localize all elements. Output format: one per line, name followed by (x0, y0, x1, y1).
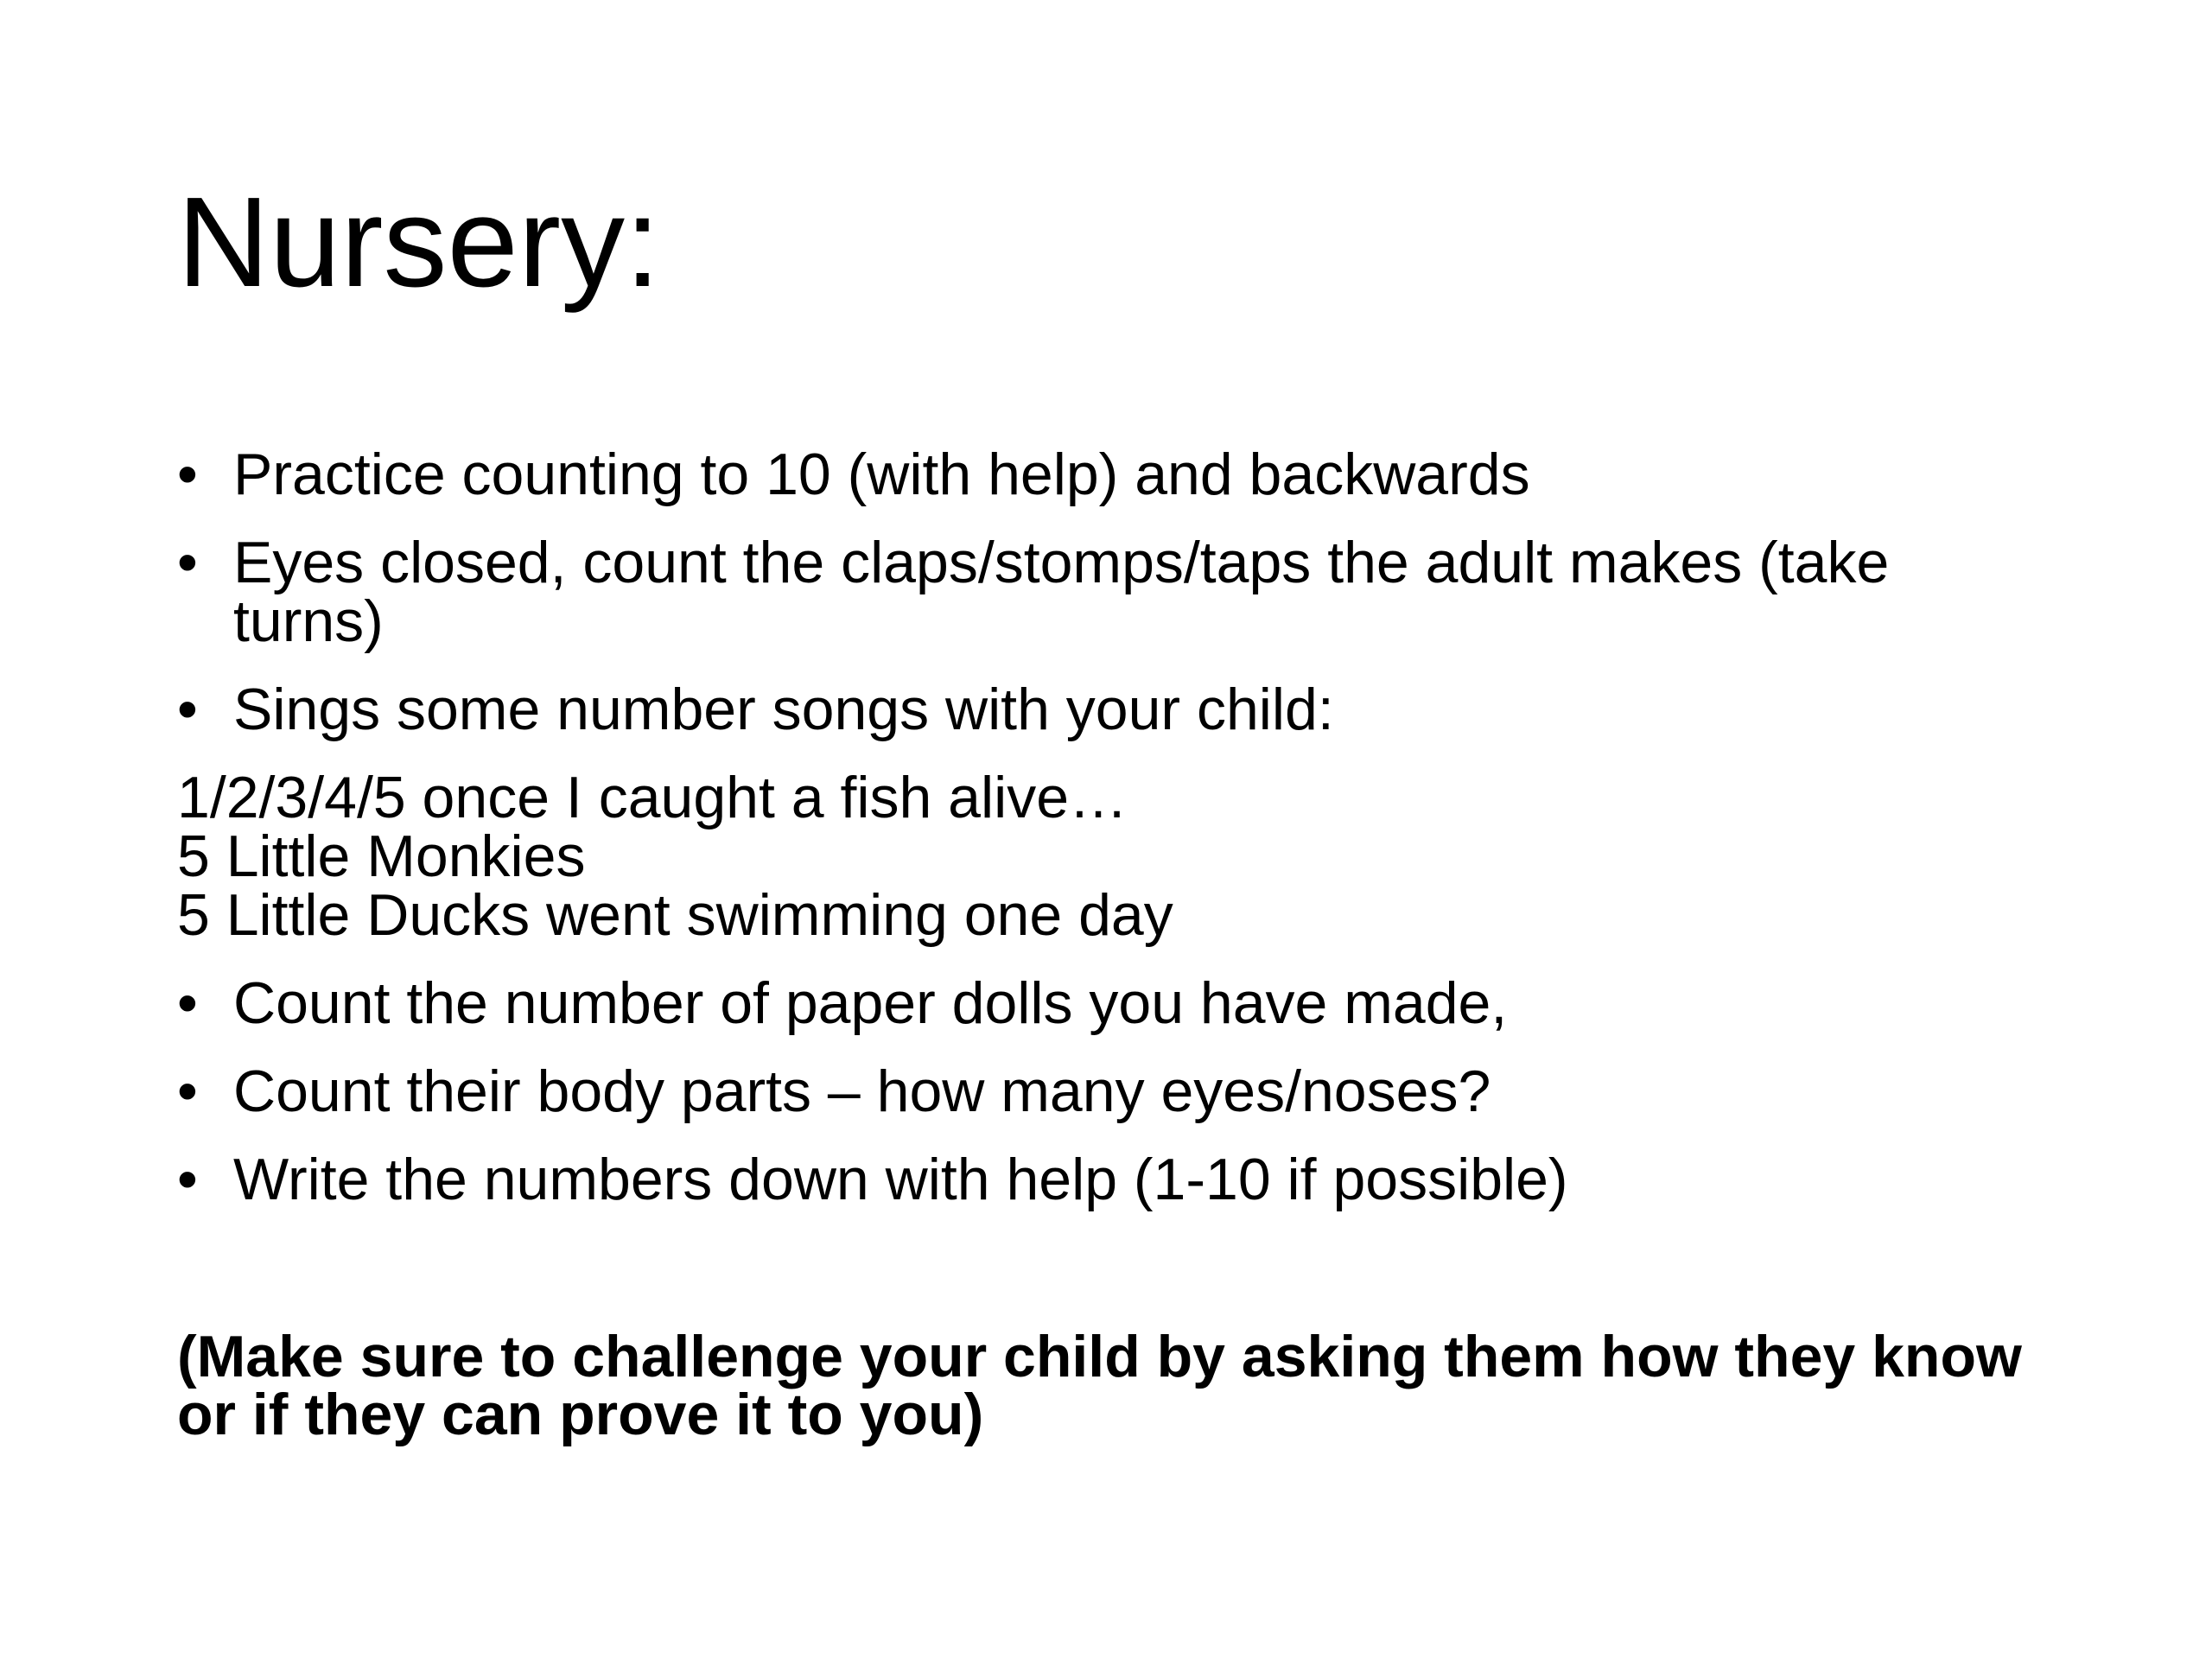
bullet-text-line: • Write the numbers down with help (1-10 if possible) (233, 1147, 1568, 1212)
bullet-item (177, 442, 2078, 507)
bullet-text-line: • Practice counting to 10 (with help) and backwards (233, 442, 1530, 507)
bullet-text-line: • Count the number of paper dolls you have made, (233, 970, 1508, 1036)
slide-content (177, 442, 2078, 1447)
song-line: 5 Little Ducks went swimming one day (177, 882, 1173, 948)
note-line: (Make sure to challenge your child by asking them how they know (177, 1324, 2022, 1389)
bullet-text-line: • Count their body parts – how many eyes/noses? (233, 1058, 1491, 1124)
note-line: or if they can prove it to you) (177, 1381, 984, 1447)
bullet-item (177, 1147, 2078, 1212)
song-list (177, 765, 2078, 948)
bullet-item (177, 970, 2078, 1036)
bullet-item (177, 677, 2078, 742)
bullet-item (177, 1058, 2078, 1124)
song-line: 1/2/3/4/5 once I caught a fish alive… (177, 765, 1128, 830)
challenge-note (177, 1324, 2078, 1447)
song-line: 5 Little Monkies (177, 823, 586, 889)
bullet-text-line: • Eyes closed, count the claps/stomps/taps the adult makes (take (233, 530, 1890, 595)
bullet-text-line: turns) (233, 588, 384, 654)
bullet-item (177, 530, 2078, 654)
bullet-text-line: • Sings some number songs with your child: (233, 677, 1334, 742)
slide-title: Nursery: (177, 171, 661, 314)
